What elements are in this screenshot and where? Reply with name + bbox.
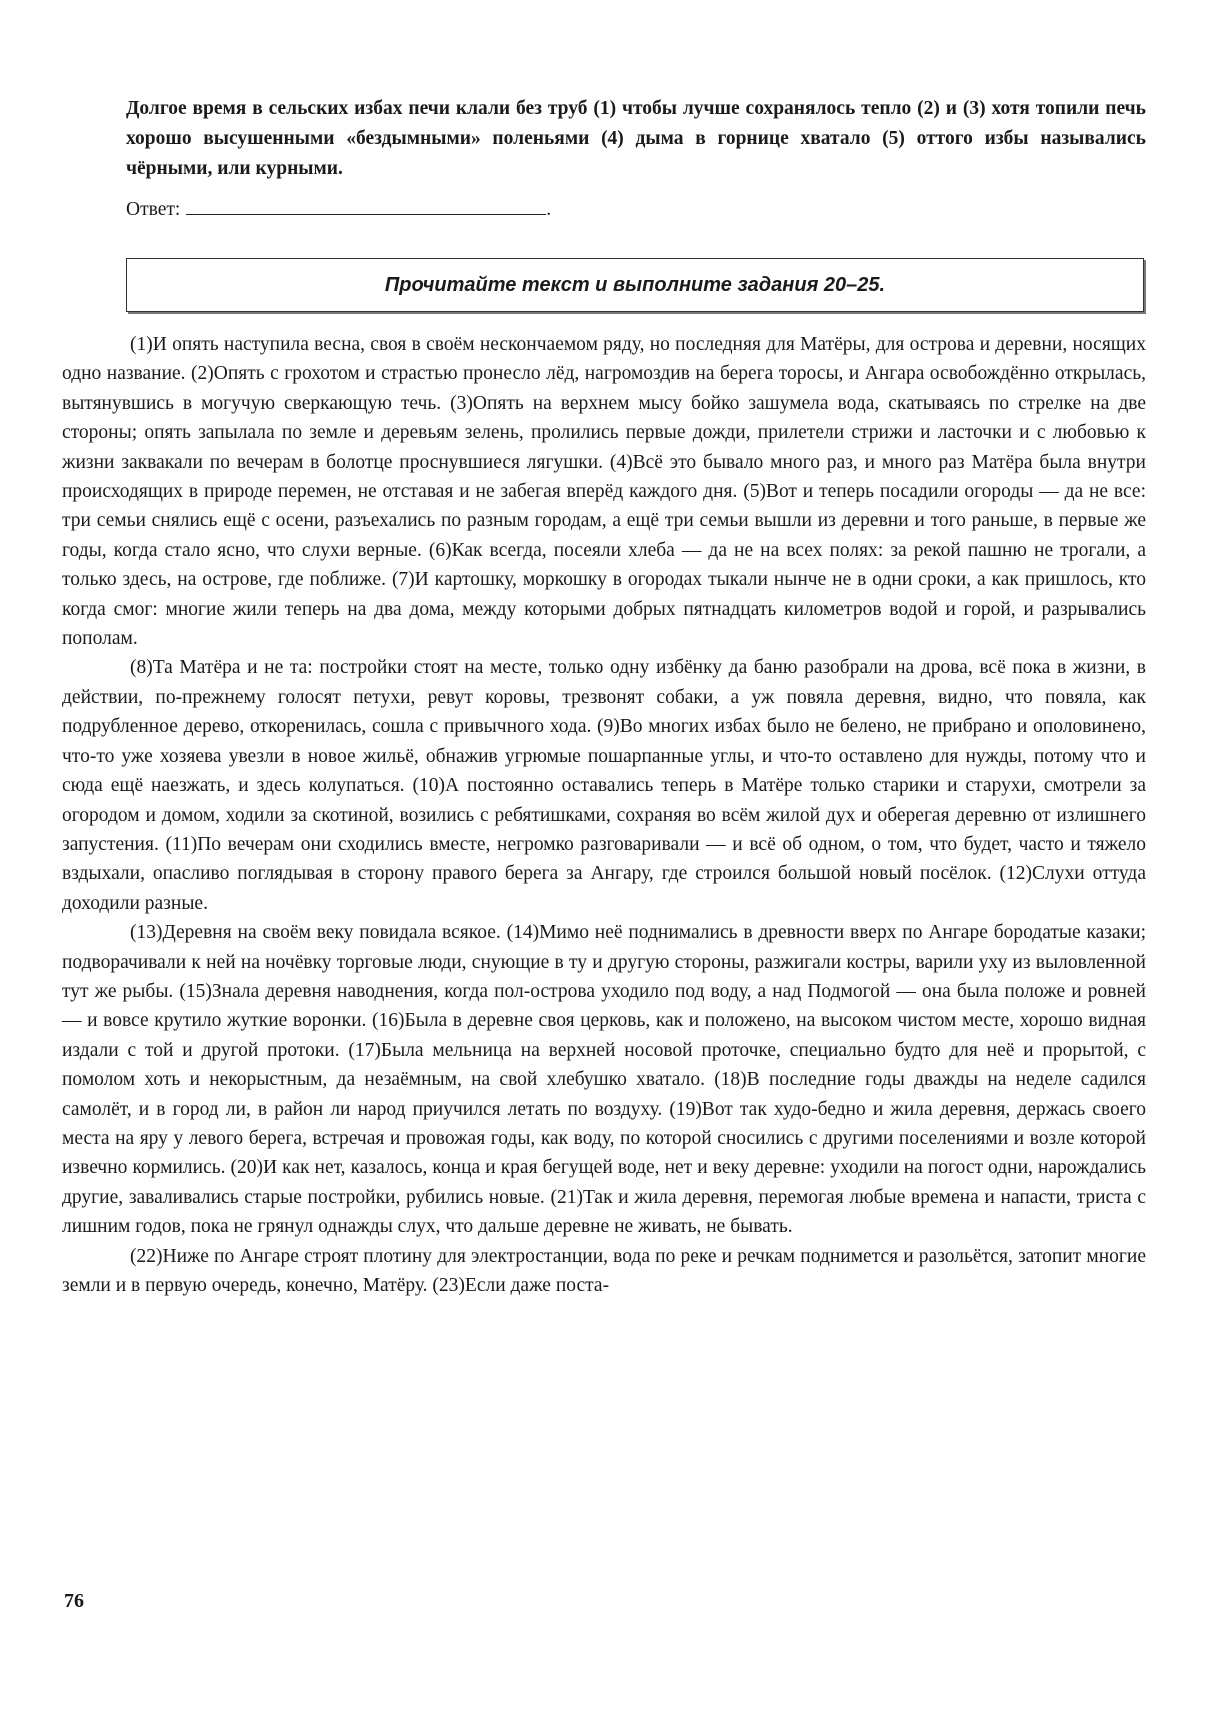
instruction-title: Прочитайте текст и выполните задания 20–25. bbox=[384, 273, 886, 296]
paragraph: (13)Деревня на своём веку повидала всякое. (14)Мимо неё поднимались в древности вверх по Ангаре бородатые казаки; подворачивали к ней на ночёвку торговые люди, снующие в ту и другую стороны, разжигали костры, варили уху из выловленной тут же рыбы. (15)Знала деревня наводнения, когда пол-острова уходило под воду, а над Подмогой — она была положе и ровней — и вовсе крутило жуткие воронки. (16)Была в деревне своя церковь, как и положено, на высоком чистом месте, хорошо видная издали с той и другой протоки. (17)Была мельница на верхней носовой проточке, специально будто для неё и прорытой, с помолом хоть и некорыстным, да незаёмным, на свой хлебушко хватало. (18)В последние годы дважды на неделе садился самолёт, и в город ли, в район ли народ приучился летать по воздуху. (19)Вот так худо-бедно и жила деревня, держась своего места на яру у левого берега, встречая и провожая годы, как воду, по которой сносились с другими поселениями и возле которой извечно кормились. (20)И как нет, казалось, конца и края бегущей воде, нет и веку деревне: уходили на погост одни, нарождались другие, заваливались старые постройки, рубились новые. (21)Так и жила деревня, перемогая любые времена и напасти, триста с лишним годов, пока не грянул однажды слух, что дальше деревне не живать, не бывать. bbox=[62, 922, 1146, 1238]
paragraph: (1)И опять наступила весна, своя в своём нескончаемом ряду, но последняя для Матёры, для острова и деревни, носящих одно название. (2)Опять с грохотом и страстью пронесло лёд, нагромоздив на берега торосы, и Ангара освобождённо открылась, вытянувшись в могучую сверкающую течь. (3)Опять на верхнем мысу бойко зашумела вода, скатываясь по стрелке на две стороны; опять запылала по земле и деревьям зелень, пролились первые дожди, прилетели стрижи и ласточки и с любовью к жизни заквакали по вечерам в болотце проснувшиеся лягушки. (4)Всё это бывало много раз, и много раз Матёра была внутри происходящих в природе перемен, не отставая и не забегая вперёд каждого дня. (5)Вот и теперь посадили огороды — да не все: три семьи снялись ещё с осени, разъехались по разным городам, а ещё три семьи вышли из деревни и того раньше, в первые же годы, когда стало ясно, что слухи верные. (6)Как всегда, посеяли хлеба — да не на всех полях: за рекой пашню не трогали, а только здесь, на острове, где поближе. (7)И картошку, моркошку в огородах тыкали нынче не в одни сроки, а как пришлось, кто когда смог: многие жили теперь на два дома, между которыми добрых пятнадцать километров водой и горой, и разрывались пополам. bbox=[62, 334, 1146, 650]
task-sentence: Долгое время в сельских избах печи клали без труб (1) чтобы лучше сохранялось тепло (2) и (3) хотя топили печь хорошо высушенными «бездымными» поленьями (4) дыма в горнице хватало (5) оттого избы назывались чёрными, или курными. bbox=[126, 98, 1146, 179]
reading-text bbox=[62, 330, 1146, 1300]
instruction-box bbox=[126, 258, 1144, 312]
page-number: 76 bbox=[64, 1590, 84, 1612]
answer-label: Ответ: bbox=[126, 199, 181, 220]
answer-field[interactable] bbox=[186, 196, 546, 215]
paragraph: (22)Ниже по Ангаре строят плотину для электростанции, вода по реке и речкам поднимется и разольётся, затопит многие земли и в первую очередь, конечно, Матёру. (23)Если даже поста- bbox=[62, 1245, 1146, 1296]
paragraph: (8)Та Матёра и не та: постройки стоят на месте, только одну избёнку да баню разобрали на дрова, всё пока в жизни, в действии, по-прежнему голосят петухи, ревут коровы, трезвонят собаки, а уж повяла деревня, видно, что повяла, как подрубленное дерево, откоренилась, сошла с привычного хода. (9)Во многих избах было не белено, не прибрано и ополовинено, что-то уже хозяева увезли в новое жильё, обнажив угрюмые пошарпанные углы, и что-то оставлено для нужды, потому что и сюда ещё наезжать, и здесь колупаться. (10)А постоянно оставались теперь в Матёре только старики и старухи, смотрели за огородом и домом, ходили за скотиной, возились с ребятишками, сохраняя во всём жилой дух и оберегая деревню от излишнего запустения. (11)По вечерам они сходились вместе, негромко разговаривали — и всё об одном, о том, что будет, часто и тяжело вздыхали, опасливо поглядывая в сторону правого берега за Ангару, где строился большой новый посёлок. (12)Слухи оттуда доходили разные. bbox=[62, 657, 1146, 914]
answer-row bbox=[126, 196, 551, 221]
answer-end-mark: . bbox=[546, 199, 552, 220]
